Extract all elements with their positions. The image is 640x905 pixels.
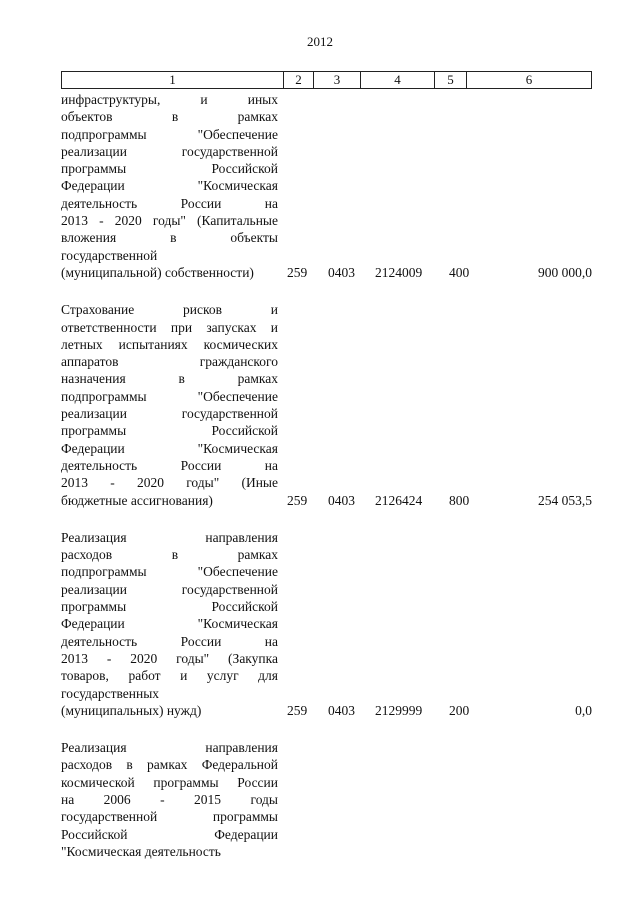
description-line: подпрограммы "Обеспечение	[61, 126, 278, 142]
table-body	[61, 91, 592, 880]
section-code: 0403	[328, 492, 355, 508]
description-line: Реализация направления	[61, 529, 278, 545]
target-code: 2129999	[375, 702, 423, 718]
column-header-1: 1	[62, 72, 284, 88]
row-description	[61, 91, 278, 281]
column-header-2: 2	[284, 72, 314, 88]
table-header	[61, 71, 592, 89]
description-line: Реализация направления	[61, 740, 278, 756]
description-line: ответственности при запусках и	[61, 319, 278, 335]
description-line: инфраструктуры, и иных	[61, 92, 278, 107]
description-line: на 2006 - 2015 годы	[61, 791, 278, 807]
description-line: расходов в рамках	[61, 547, 278, 563]
description-line: программы Российской	[61, 599, 278, 615]
table-row	[61, 301, 592, 509]
description-line: 2013 - 2020 годы" (Иные	[61, 475, 278, 491]
amount-value: 254 053,5	[538, 492, 592, 508]
description-line: 2013 - 2020 годы" (Закупка	[61, 650, 278, 666]
description-line: Российской Федерации	[61, 826, 278, 842]
row-description	[61, 529, 278, 719]
description-line: программы Российской	[61, 161, 278, 177]
description-line: деятельность России на	[61, 457, 278, 473]
amount-value: 900 000,0	[538, 264, 592, 280]
section-code: 0403	[328, 264, 355, 280]
ministry-code: 259	[287, 702, 308, 718]
description-line: подпрограммы "Обеспечение	[61, 564, 278, 580]
expense-type-code: 800	[449, 492, 470, 508]
description-line: реализации государственной	[61, 406, 278, 422]
description-line: назначения в рамках	[61, 371, 278, 387]
expense-type-code: 200	[449, 702, 470, 718]
expense-type-code: 400	[449, 264, 470, 280]
description-line: государственной программы	[61, 809, 278, 825]
row-description	[61, 739, 278, 860]
table-row	[61, 739, 592, 860]
description-line: "Космическая деятельность	[61, 843, 221, 859]
table-row	[61, 529, 592, 719]
row-description	[61, 301, 278, 509]
description-line: (муниципальной) собственности)	[61, 264, 254, 280]
column-header-5: 5	[435, 72, 467, 88]
description-line: Федерации "Космическая	[61, 440, 278, 456]
description-line: (муниципальных) нужд)	[61, 702, 202, 718]
page-number: 2012	[307, 34, 333, 49]
description-line: государственной	[61, 247, 158, 263]
column-header-6: 6	[525, 72, 533, 87]
description-line: космической программы России	[61, 774, 278, 790]
description-line: программы Российской	[61, 423, 278, 439]
description-line: реализации государственной	[61, 581, 278, 597]
target-code: 2126424	[375, 492, 423, 508]
column-header-4: 4	[361, 72, 435, 88]
description-line: Федерации "Космическая	[61, 616, 278, 632]
description-line: деятельность России на	[61, 195, 278, 211]
description-line: летных испытаниях космических	[61, 336, 278, 352]
description-line: бюджетные ассигнования)	[61, 492, 213, 508]
description-line: расходов в рамках Федеральной	[61, 757, 278, 773]
ministry-code: 259	[287, 264, 308, 280]
description-line: объектов в рамках	[61, 109, 278, 125]
table-row	[61, 91, 592, 281]
target-code: 2124009	[375, 264, 423, 280]
description-line: товаров, работ и услуг для	[61, 668, 278, 684]
column-header-3: 3	[314, 72, 361, 88]
ministry-code: 259	[287, 492, 308, 508]
amount-value: 0,0	[575, 702, 592, 718]
description-line: Страхование рисков и	[61, 302, 278, 318]
description-line: Федерации "Космическая	[61, 178, 278, 194]
description-line: реализации государственной	[61, 143, 278, 159]
description-line: вложения в объекты	[61, 230, 278, 246]
description-line: государственных	[61, 685, 160, 701]
section-code: 0403	[328, 702, 355, 718]
description-line: деятельность России на	[61, 633, 278, 649]
description-line: аппаратов гражданского	[61, 354, 278, 370]
description-line: подпрограммы "Обеспечение	[61, 388, 278, 404]
description-line: 2013 - 2020 годы" (Капитальные	[61, 213, 278, 229]
